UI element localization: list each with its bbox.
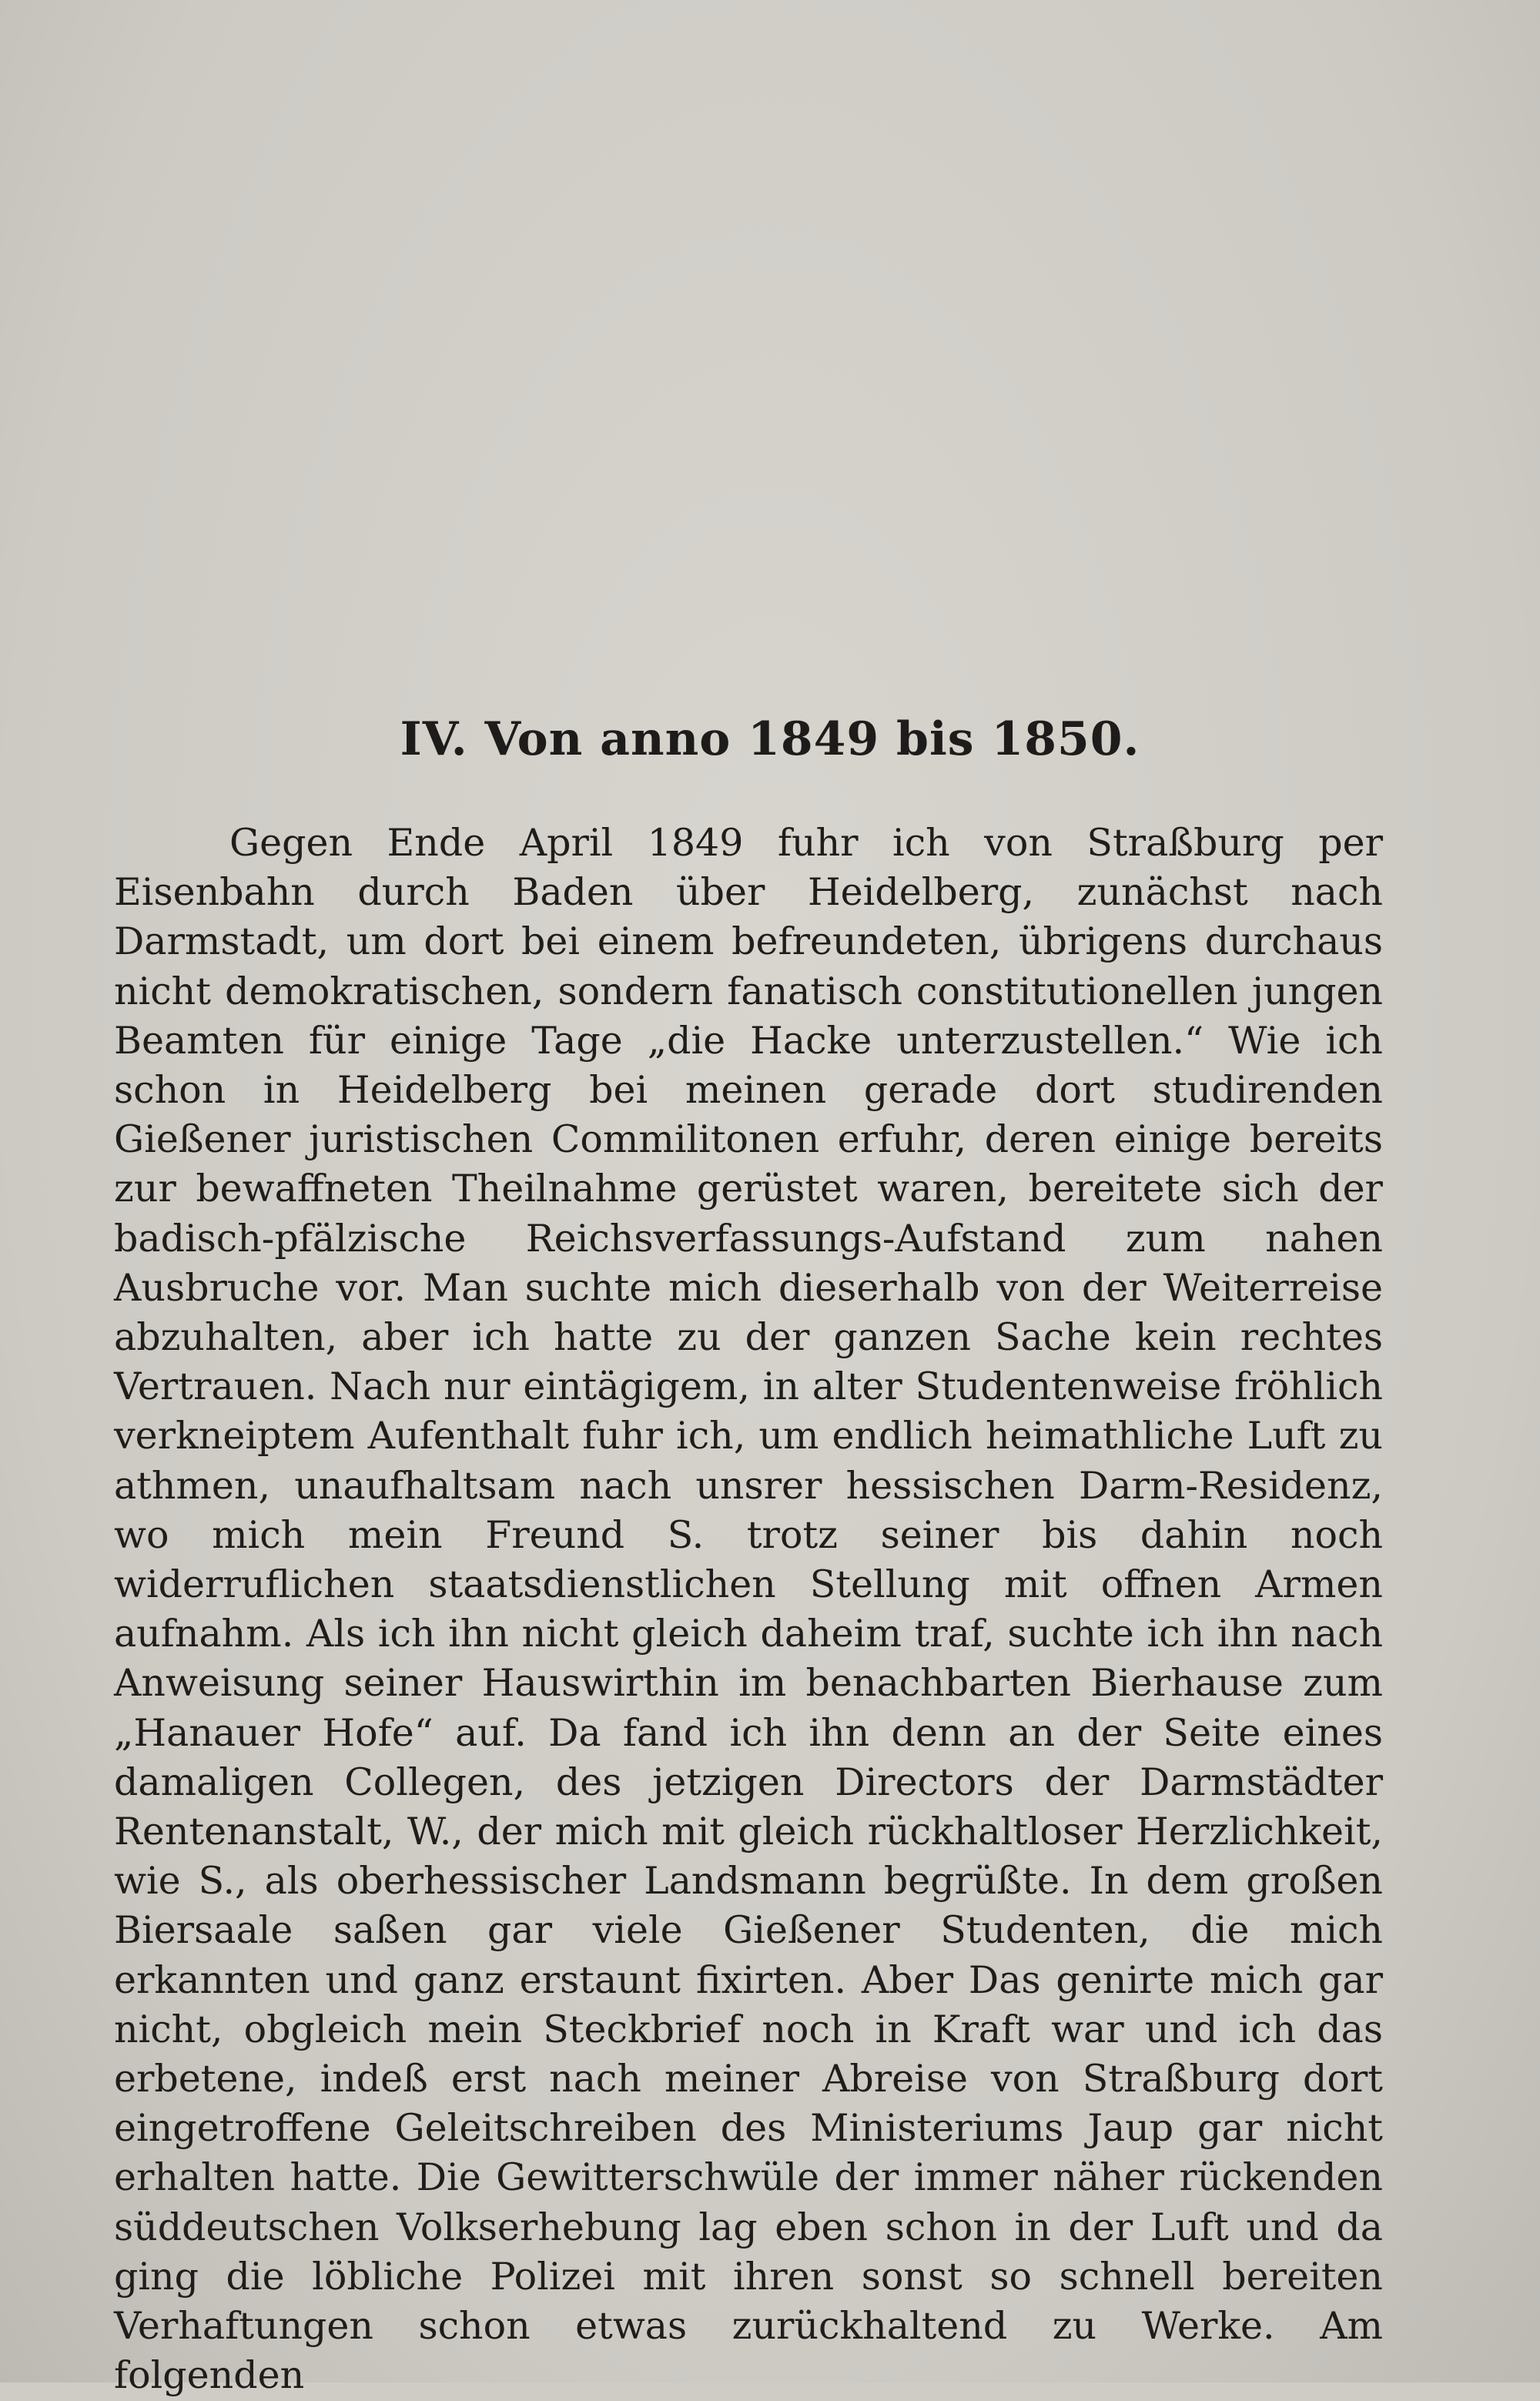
body-paragraph: Gegen Ende April 1849 fuhr ich von Straßburg per Eisenbahn durch Baden über Heidelberg, zunächst nach Darmstadt, um dort bei einem befreundeten, übrigens durchaus nicht demokratischen, sondern fanatisch constitutionellen jungen Beamten für einige Tage „die Hacke unterzustellen.“ Wie ich schon in Heidelberg bei meinen gerade dort studirenden Gießener juristischen Commilitonen erfuhr, deren einige bereits zur bewaffneten Theilnahme gerüstet waren, bereitete sich der badisch-pfälzische Reichsverfassungs-Aufstand zum nahen Ausbruche vor. Man suchte mich dieserhalb von der Weiterreise abzuhalten, aber ich hatte zu der ganzen Sache kein rechtes Vertrauen. Nach nur eintägigem, in alter Studentenweise fröhlich verkneiptem Aufenthalt fuhr ich, um endlich heimathliche Luft zu athmen, unaufhaltsam nach unsrer hessischen Darm-Residenz, wo mich mein Freund S. trotz seiner bis dahin noch widerruflichen staatsdienstlichen Stellung mit offnen Armen aufnahm. Als ich ihn nicht gleich daheim traf, suchte ich ihn nach Anweisung seiner Hauswirthin im benachbarten Bierhause zum „Hanauer Hofe“ auf. Da fand ich ihn denn an der Seite eines damaligen Collegen, des jetzigen Directors der Darmstädter Rentenanstalt, W., der mich mit gleich rückhaltloser Herzlichkeit, wie S., als oberhessischer Landsmann begrüßte. In dem großen Biersaale saßen gar viele Gießener Studenten, die mich erkannten und ganz erstaunt fixirten. Aber Das genirte mich gar nicht, obgleich mein Steckbrief noch in Kraft war und ich das erbetene, indeß erst nach meiner Abreise von Straßburg dort eingetroffene Geleitschreiben des Ministeriums Jaup gar nicht erhalten hatte. Die Gewitterschwüle der immer näher rückenden süddeutschen Volkserhebung lag eben schon in der Luft und da ging die löbliche Polizei mit ihren sonst so schnell bereiten Verhaftungen schon etwas zurückhaltend zu Werke. Am folgenden (114, 821, 1383, 2398)
chapter-title: IV. Von anno 1849 bis 1850. (400, 712, 1140, 766)
